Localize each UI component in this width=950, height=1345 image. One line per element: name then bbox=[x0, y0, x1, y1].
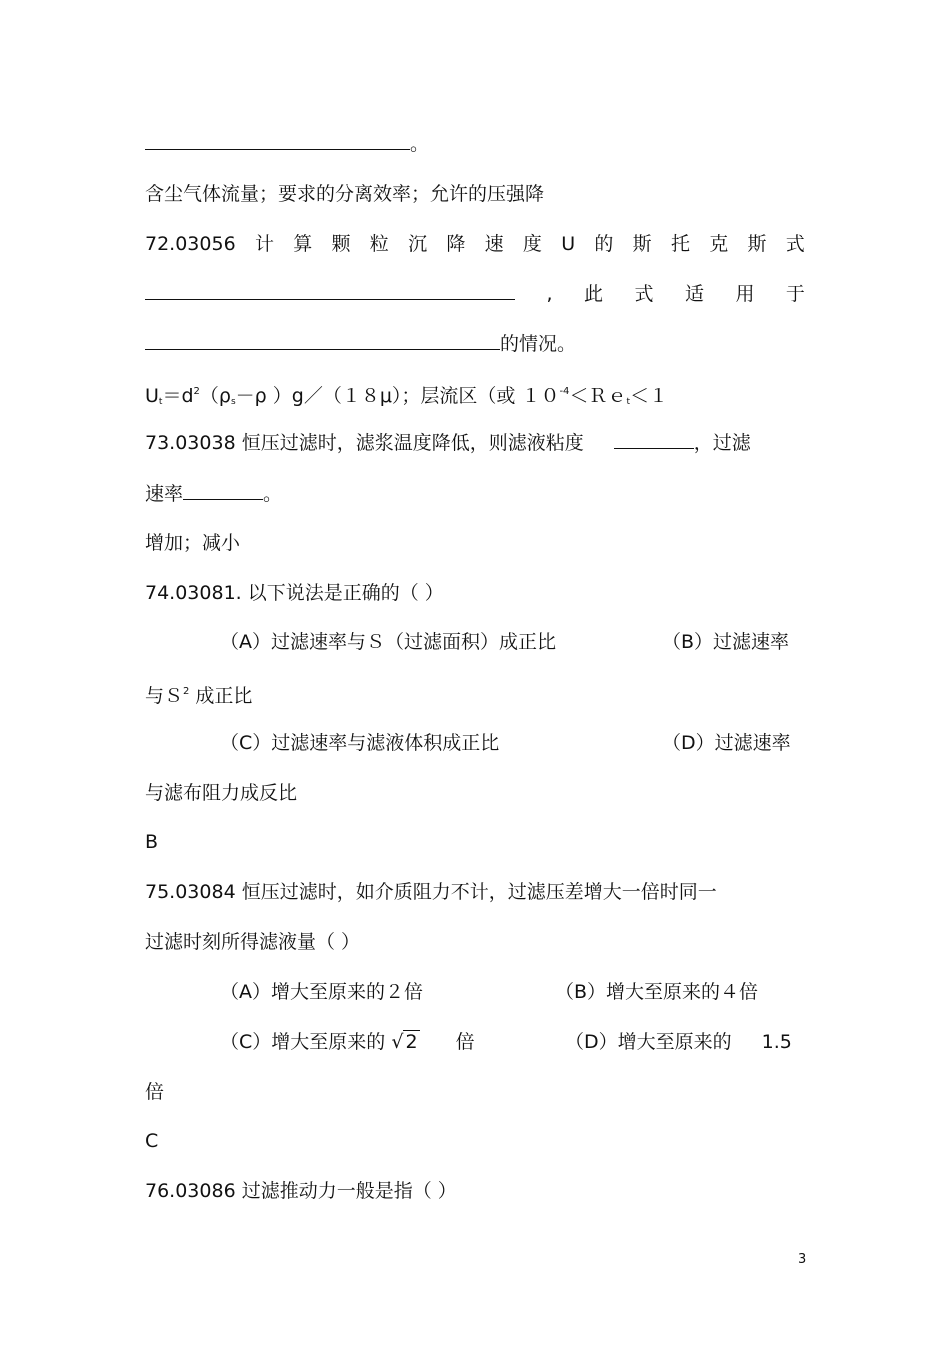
question-72-line1: 72.03056 计 算 颗 粒 沉 降 速 度 U 的 斯 托 克 斯 式 bbox=[145, 233, 805, 255]
option-a: （A）过滤速率与Ｓ（过滤面积）成正比 bbox=[220, 631, 556, 653]
question-72-answer: $U_t=d^2(\rho_s-\rho$ ）g／（１８μ）；层流区（或 $10^{-4}<Re_t<1$ bbox=[145, 385, 668, 407]
question-74-answer: B bbox=[145, 831, 159, 853]
question-73-line1: 73.03038 恒压过滤时，滤浆温度降低，则滤液粘度 ，过滤 bbox=[145, 432, 751, 454]
answer-blank bbox=[183, 482, 263, 500]
question-73-answer: 增加；减小 bbox=[145, 532, 241, 554]
option-c: （C）增大至原来的 √ 2 倍 bbox=[220, 1031, 475, 1053]
question-75-answer: C bbox=[145, 1130, 159, 1152]
answer-text: 含尘气体流量；要求的分离效率；允许的压强降 bbox=[145, 183, 545, 205]
option-d-continued: 与滤布阻力成反比 bbox=[145, 782, 298, 804]
answer-blank bbox=[145, 282, 515, 300]
question-76-text: 76.03086 过滤推动力一般是指（ ） bbox=[145, 1180, 457, 1202]
question-73-line2: 速率 。 bbox=[145, 483, 283, 505]
option-b: （B）增大至原来的４倍 bbox=[555, 981, 759, 1003]
option-d: （D）增大至原来的 1.5 bbox=[565, 1031, 792, 1053]
question-72-line2: , 此 式 适 用 于 bbox=[145, 282, 805, 306]
question-75-line1: 75.03084 恒压过滤时，如介质阻力不计，过滤压差增大一倍时同一 bbox=[145, 881, 717, 903]
page-number: 3 bbox=[798, 1252, 807, 1267]
question-75-line2: 过滤时刻所得滤液量（ ） bbox=[145, 931, 361, 953]
option-a: （A）增大至原来的２倍 bbox=[220, 981, 423, 1003]
answer-blank bbox=[145, 132, 410, 150]
sqrt-symbol: √ 2 bbox=[391, 1031, 418, 1053]
question-number: 72.03056 bbox=[145, 233, 236, 255]
question-72-line3: 的情况。 bbox=[145, 332, 576, 356]
fill-blank-line: 。 bbox=[145, 132, 429, 156]
option-c: （C）过滤速率与滤液体积成正比 bbox=[220, 732, 500, 754]
option-b: （B）过滤速率 bbox=[662, 631, 790, 653]
answer-blank bbox=[145, 332, 500, 350]
option-d-continued: 倍 bbox=[145, 1081, 165, 1103]
answer-blank bbox=[614, 431, 694, 449]
option-b-continued: 与Ｓ$^2$ 成正比 bbox=[145, 685, 253, 707]
question-74-text: 74.03081. 以下说法是正确的（ ） bbox=[145, 582, 444, 604]
option-d: （D）过滤速率 bbox=[662, 732, 791, 754]
